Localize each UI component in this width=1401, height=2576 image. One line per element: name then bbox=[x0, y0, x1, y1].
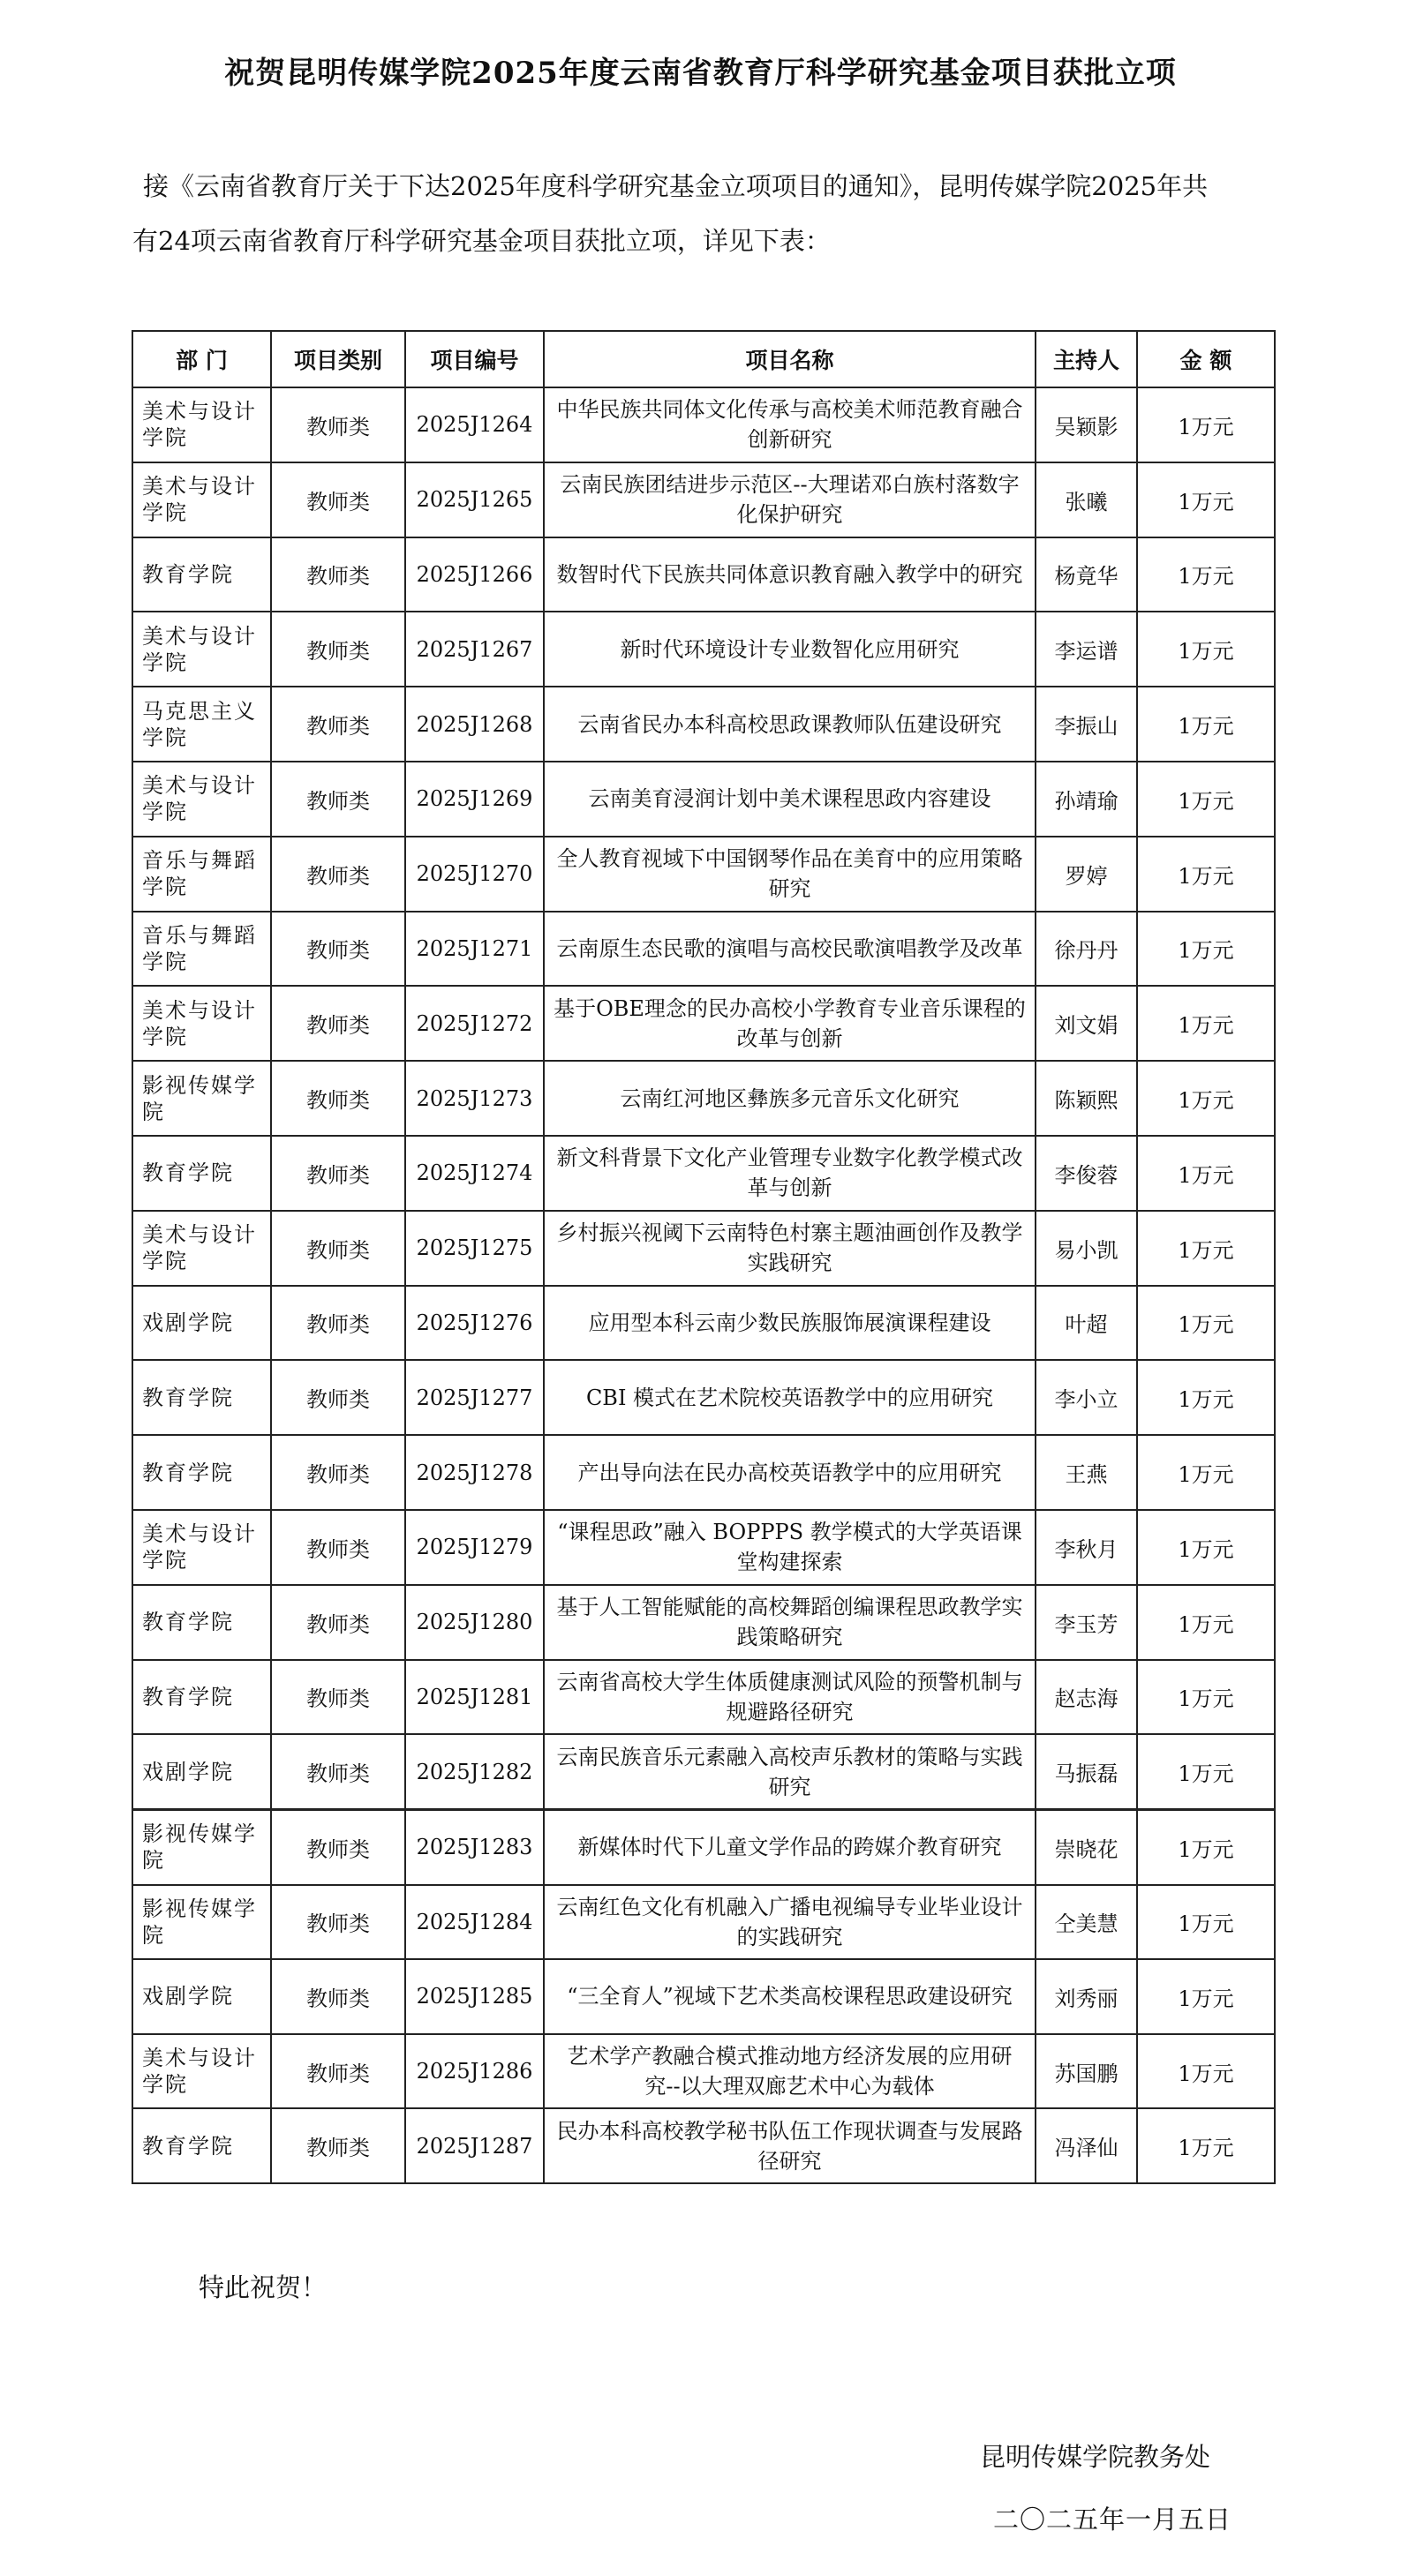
projects-table-part-2 bbox=[132, 1809, 1276, 2184]
cell-project-name: 基于人工智能赋能的高校舞蹈创编课程思政教学实践策略研究 bbox=[544, 1585, 1036, 1660]
cell-category: 教师类 bbox=[271, 1959, 405, 2034]
cell-host: 马振磊 bbox=[1036, 1734, 1137, 1809]
cell-project-name: 基于OBE理念的民办高校小学教育专业音乐课程的改革与创新 bbox=[544, 986, 1036, 1061]
table-row bbox=[132, 1286, 1275, 1361]
cell-dept: 教育学院 bbox=[132, 1585, 271, 1660]
header-name: 项目名称 bbox=[544, 331, 1036, 387]
cell-host: 易小凯 bbox=[1036, 1211, 1137, 1286]
signature-organization: 昆明传媒学院教务处 bbox=[980, 2442, 1211, 2472]
cell-dept: 美术与设计学院 bbox=[132, 2034, 271, 2109]
page-title: 祝贺昆明传媒学院2025年度云南省教育厅科学研究基金项目获批立项 bbox=[224, 56, 1177, 91]
cell-code: 2025J1285 bbox=[405, 1959, 544, 2034]
cell-project-name: 云南美育浸润计划中美术课程思政内容建设 bbox=[544, 762, 1036, 837]
cell-dept: 教育学院 bbox=[132, 1136, 271, 1211]
cell-project-name: 艺术学产教融合模式推动地方经济发展的应用研究--以大理双廊艺术中心为载体 bbox=[544, 2034, 1036, 2109]
cell-dept: 美术与设计学院 bbox=[132, 762, 271, 837]
cell-category: 教师类 bbox=[271, 612, 405, 687]
cell-code: 2025J1283 bbox=[405, 1810, 544, 1885]
cell-host: 李玉芳 bbox=[1036, 1585, 1137, 1660]
cell-dept: 美术与设计学院 bbox=[132, 387, 271, 462]
table-row bbox=[132, 1136, 1275, 1211]
cell-category: 教师类 bbox=[271, 1286, 405, 1361]
cell-code: 2025J1279 bbox=[405, 1510, 544, 1585]
cell-amount: 1万元 bbox=[1137, 1810, 1275, 1885]
cell-category: 教师类 bbox=[271, 462, 405, 537]
table-row bbox=[132, 762, 1275, 837]
cell-amount: 1万元 bbox=[1137, 912, 1275, 987]
table-row bbox=[132, 537, 1275, 612]
table-header-row bbox=[132, 331, 1275, 387]
cell-code: 2025J1274 bbox=[405, 1136, 544, 1211]
cell-code: 2025J1272 bbox=[405, 986, 544, 1061]
table-row bbox=[132, 986, 1275, 1061]
cell-project-name: 云南省高校大学生体质健康测试风险的预警机制与规避路径研究 bbox=[544, 1660, 1036, 1735]
cell-amount: 1万元 bbox=[1137, 2108, 1275, 2183]
closing-remark: 特此祝贺！ bbox=[199, 2272, 328, 2302]
table-row bbox=[132, 1510, 1275, 1585]
cell-host: 仝美慧 bbox=[1036, 1885, 1137, 1960]
cell-amount: 1万元 bbox=[1137, 762, 1275, 837]
projects-table-part-1 bbox=[132, 330, 1276, 1810]
cell-code: 2025J1266 bbox=[405, 537, 544, 612]
cell-amount: 1万元 bbox=[1137, 1885, 1275, 1960]
cell-host: 李小立 bbox=[1036, 1360, 1137, 1435]
cell-dept: 影视传媒学院 bbox=[132, 1810, 271, 1885]
cell-host: 王燕 bbox=[1036, 1435, 1137, 1510]
cell-host: 杨竟华 bbox=[1036, 537, 1137, 612]
cell-amount: 1万元 bbox=[1137, 1959, 1275, 2034]
cell-amount: 1万元 bbox=[1137, 1435, 1275, 1510]
table-row bbox=[132, 1734, 1275, 1809]
cell-host: 刘文娟 bbox=[1036, 986, 1137, 1061]
cell-project-name: 新时代环境设计专业数智化应用研究 bbox=[544, 612, 1036, 687]
cell-host: 叶超 bbox=[1036, 1286, 1137, 1361]
cell-dept: 影视传媒学院 bbox=[132, 1885, 271, 1960]
header-code: 项目编号 bbox=[405, 331, 544, 387]
cell-host: 罗婷 bbox=[1036, 837, 1137, 912]
cell-project-name: “三全育人”视域下艺术类高校课程思政建设研究 bbox=[544, 1959, 1036, 2034]
intro-line-1 bbox=[132, 159, 1324, 214]
cell-dept: 美术与设计学院 bbox=[132, 1211, 271, 1286]
cell-amount: 1万元 bbox=[1137, 462, 1275, 537]
header-host: 主持人 bbox=[1036, 331, 1137, 387]
signature-date: 二〇二五年一月五日 bbox=[993, 2505, 1232, 2535]
cell-project-name: 新文科背景下文化产业管理专业数字化教学模式改革与创新 bbox=[544, 1136, 1036, 1211]
cell-category: 教师类 bbox=[271, 1211, 405, 1286]
cell-dept: 教育学院 bbox=[132, 1360, 271, 1435]
cell-host: 刘秀丽 bbox=[1036, 1959, 1137, 2034]
cell-dept: 美术与设计学院 bbox=[132, 986, 271, 1061]
cell-project-name: 新媒体时代下儿童文学作品的跨媒介教育研究 bbox=[544, 1810, 1036, 1885]
cell-host: 李振山 bbox=[1036, 687, 1137, 762]
table-body-part-1 bbox=[132, 387, 1275, 1809]
cell-host: 李运谱 bbox=[1036, 612, 1137, 687]
cell-category: 教师类 bbox=[271, 1734, 405, 1809]
cell-host: 张曦 bbox=[1036, 462, 1137, 537]
cell-host: 孙靖瑜 bbox=[1036, 762, 1137, 837]
cell-category: 教师类 bbox=[271, 1810, 405, 1885]
cell-host: 崇晓花 bbox=[1036, 1810, 1137, 1885]
table-row bbox=[132, 462, 1275, 537]
intro-line-2: 有24项云南省教育厅科学研究基金项目获批立项，详见下表： bbox=[132, 226, 831, 256]
cell-project-name: 中华民族共同体文化传承与高校美术师范教育融合创新研究 bbox=[544, 387, 1036, 462]
cell-dept: 戏剧学院 bbox=[132, 1734, 271, 1809]
table-row bbox=[132, 1885, 1275, 1960]
cell-host: 李俊蓉 bbox=[1036, 1136, 1137, 1211]
cell-project-name: 数智时代下民族共同体意识教育融入教学中的研究 bbox=[544, 537, 1036, 612]
cell-project-name: 云南原生态民歌的演唱与高校民歌演唱教学及改革 bbox=[544, 912, 1036, 987]
cell-category: 教师类 bbox=[271, 1660, 405, 1735]
cell-code: 2025J1286 bbox=[405, 2034, 544, 2109]
cell-dept: 音乐与舞蹈学院 bbox=[132, 912, 271, 987]
cell-category: 教师类 bbox=[271, 837, 405, 912]
cell-code: 2025J1273 bbox=[405, 1061, 544, 1136]
table-row bbox=[132, 1959, 1275, 2034]
cell-amount: 1万元 bbox=[1137, 1734, 1275, 1809]
cell-category: 教师类 bbox=[271, 762, 405, 837]
cell-code: 2025J1277 bbox=[405, 1360, 544, 1435]
cell-code: 2025J1276 bbox=[405, 1286, 544, 1361]
cell-category: 教师类 bbox=[271, 986, 405, 1061]
table-row bbox=[132, 912, 1275, 987]
cell-host: 李秋月 bbox=[1036, 1510, 1137, 1585]
cell-category: 教师类 bbox=[271, 537, 405, 612]
table-row bbox=[132, 837, 1275, 912]
cell-dept: 戏剧学院 bbox=[132, 1286, 271, 1361]
cell-project-name: 云南省民办本科高校思政课教师队伍建设研究 bbox=[544, 687, 1036, 762]
cell-code: 2025J1268 bbox=[405, 687, 544, 762]
table-body-part-2 bbox=[132, 1810, 1275, 2183]
cell-amount: 1万元 bbox=[1137, 1136, 1275, 1211]
cell-amount: 1万元 bbox=[1137, 1286, 1275, 1361]
cell-dept: 美术与设计学院 bbox=[132, 1510, 271, 1585]
cell-amount: 1万元 bbox=[1137, 1211, 1275, 1286]
cell-dept: 美术与设计学院 bbox=[132, 612, 271, 687]
cell-code: 2025J1278 bbox=[405, 1435, 544, 1510]
cell-code: 2025J1270 bbox=[405, 837, 544, 912]
cell-category: 教师类 bbox=[271, 1360, 405, 1435]
table-row bbox=[132, 2108, 1275, 2183]
cell-project-name: “课程思政”融入 BOPPPS 教学模式的大学英语课堂构建探索 bbox=[544, 1510, 1036, 1585]
cell-code: 2025J1284 bbox=[405, 1885, 544, 1960]
cell-project-name: 云南民族音乐元素融入高校声乐教材的策略与实践研究 bbox=[544, 1734, 1036, 1809]
cell-host: 赵志海 bbox=[1036, 1660, 1137, 1735]
table-row bbox=[132, 1810, 1275, 1885]
cell-project-name: 应用型本科云南少数民族服饰展演课程建设 bbox=[544, 1286, 1036, 1361]
cell-code: 2025J1287 bbox=[405, 2108, 544, 2183]
cell-category: 教师类 bbox=[271, 687, 405, 762]
table-row bbox=[132, 1660, 1275, 1735]
cell-category: 教师类 bbox=[271, 1510, 405, 1585]
cell-category: 教师类 bbox=[271, 912, 405, 987]
cell-project-name: 全人教育视域下中国钢琴作品在美育中的应用策略研究 bbox=[544, 837, 1036, 912]
cell-category: 教师类 bbox=[271, 1885, 405, 1960]
cell-code: 2025J1269 bbox=[405, 762, 544, 837]
cell-amount: 1万元 bbox=[1137, 1061, 1275, 1136]
cell-project-name: 云南红色文化有机融入广播电视编导专业毕业设计的实践研究 bbox=[544, 1885, 1036, 1960]
cell-amount: 1万元 bbox=[1137, 2034, 1275, 2109]
table-row bbox=[132, 387, 1275, 462]
cell-code: 2025J1275 bbox=[405, 1211, 544, 1286]
cell-amount: 1万元 bbox=[1137, 612, 1275, 687]
cell-project-name: 民办本科高校教学秘书队伍工作现状调查与发展路径研究 bbox=[544, 2108, 1036, 2183]
table-row bbox=[132, 1360, 1275, 1435]
cell-host: 冯泽仙 bbox=[1036, 2108, 1137, 2183]
intro-paragraph bbox=[132, 159, 1324, 268]
cell-category: 教师类 bbox=[271, 387, 405, 462]
cell-category: 教师类 bbox=[271, 2108, 405, 2183]
cell-host: 苏国鹏 bbox=[1036, 2034, 1137, 2109]
cell-code: 2025J1281 bbox=[405, 1660, 544, 1735]
cell-amount: 1万元 bbox=[1137, 1585, 1275, 1660]
cell-amount: 1万元 bbox=[1137, 1660, 1275, 1735]
cell-project-name: 乡村振兴视阈下云南特色村寨主题油画创作及教学实践研究 bbox=[544, 1211, 1036, 1286]
table-row bbox=[132, 1061, 1275, 1136]
header-amount: 金 额 bbox=[1137, 331, 1275, 387]
cell-code: 2025J1264 bbox=[405, 387, 544, 462]
cell-amount: 1万元 bbox=[1137, 1360, 1275, 1435]
cell-project-name: 云南红河地区彝族多元音乐文化研究 bbox=[544, 1061, 1036, 1136]
intro-line-1-text: 接《云南省教育厅关于下达2025年度科学研究基金立项项目的通知》，昆明传媒学院2025年共 bbox=[143, 171, 1209, 201]
cell-dept: 教育学院 bbox=[132, 537, 271, 612]
cell-code: 2025J1267 bbox=[405, 612, 544, 687]
cell-code: 2025J1265 bbox=[405, 462, 544, 537]
table-row bbox=[132, 687, 1275, 762]
table-row bbox=[132, 2034, 1275, 2109]
cell-project-name: CBI 模式在艺术院校英语教学中的应用研究 bbox=[544, 1360, 1036, 1435]
cell-category: 教师类 bbox=[271, 1061, 405, 1136]
cell-host: 吴颖影 bbox=[1036, 387, 1137, 462]
cell-amount: 1万元 bbox=[1137, 986, 1275, 1061]
cell-amount: 1万元 bbox=[1137, 687, 1275, 762]
cell-project-name: 产出导向法在民办高校英语教学中的应用研究 bbox=[544, 1435, 1036, 1510]
cell-dept: 影视传媒学院 bbox=[132, 1061, 271, 1136]
cell-dept: 马克思主义学院 bbox=[132, 687, 271, 762]
cell-dept: 教育学院 bbox=[132, 2108, 271, 2183]
cell-dept: 戏剧学院 bbox=[132, 1959, 271, 2034]
cell-dept: 教育学院 bbox=[132, 1435, 271, 1510]
cell-host: 徐丹丹 bbox=[1036, 912, 1137, 987]
cell-dept: 教育学院 bbox=[132, 1660, 271, 1735]
cell-project-name: 云南民族团结进步示范区--大理诺邓白族村落数字化保护研究 bbox=[544, 462, 1036, 537]
cell-amount: 1万元 bbox=[1137, 387, 1275, 462]
cell-category: 教师类 bbox=[271, 1585, 405, 1660]
cell-host: 陈颖熙 bbox=[1036, 1061, 1137, 1136]
cell-amount: 1万元 bbox=[1137, 837, 1275, 912]
cell-category: 教师类 bbox=[271, 2034, 405, 2109]
cell-amount: 1万元 bbox=[1137, 1510, 1275, 1585]
cell-category: 教师类 bbox=[271, 1136, 405, 1211]
cell-amount: 1万元 bbox=[1137, 537, 1275, 612]
table-row bbox=[132, 612, 1275, 687]
cell-code: 2025J1271 bbox=[405, 912, 544, 987]
header-category: 项目类别 bbox=[271, 331, 405, 387]
table-row bbox=[132, 1211, 1275, 1286]
cell-dept: 音乐与舞蹈学院 bbox=[132, 837, 271, 912]
table-row bbox=[132, 1435, 1275, 1510]
cell-code: 2025J1282 bbox=[405, 1734, 544, 1809]
table-row bbox=[132, 1585, 1275, 1660]
header-dept: 部 门 bbox=[132, 331, 271, 387]
cell-category: 教师类 bbox=[271, 1435, 405, 1510]
cell-code: 2025J1280 bbox=[405, 1585, 544, 1660]
cell-dept: 美术与设计学院 bbox=[132, 462, 271, 537]
